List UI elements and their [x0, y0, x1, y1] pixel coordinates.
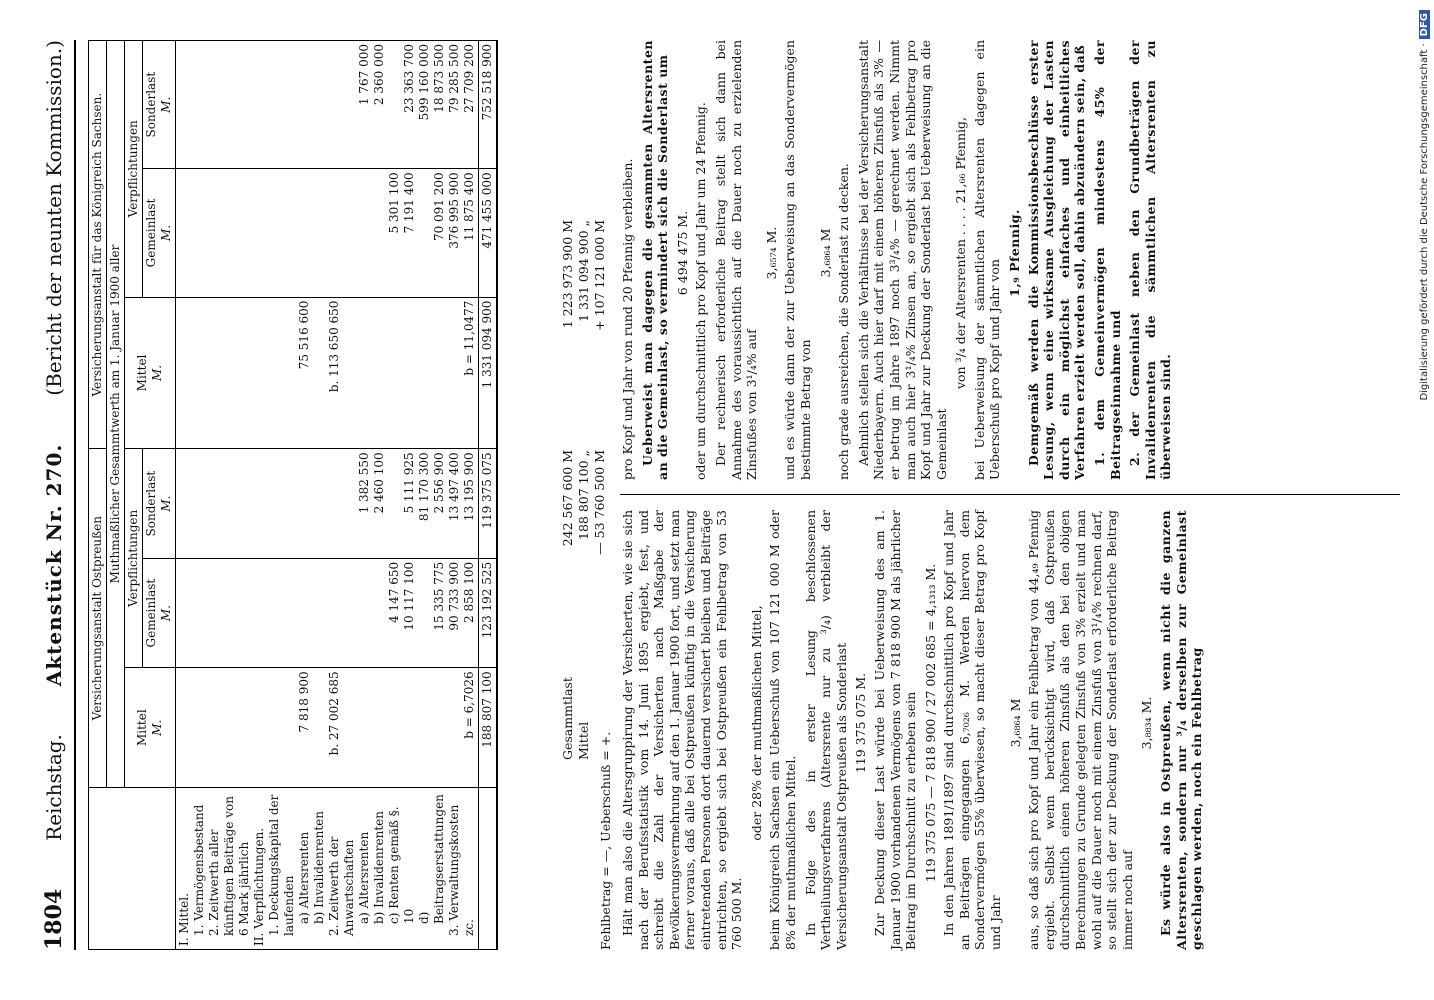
- dfg-badge: DFG: [1419, 10, 1430, 39]
- col-verpfl-sax: Verpflichtungen: [125, 41, 143, 298]
- sum-ost-gemein: 123 192 525: [479, 558, 498, 668]
- col-mittel-ost: Mittel M.: [125, 668, 176, 788]
- ost-mittel-cells: 7 818 900 b. 27 002 685 b = 6,7026: [176, 668, 479, 788]
- col-mittel-sax: Mittel M.: [125, 297, 176, 449]
- row-labels: I. Mittel. 1. Vermögensbestand 2. Zeitwerth aller künftigen Beiträge von 6 Mark jährlich II. Verpflichtungen. 1. Deckungskapital der laufenden a) Altersrenten b) Invalidenrenten 2. Zeitwerth der Anwartschaften a) Altersrenten b) Invalidenrenten c) Renten gemäß §. 10 d) Beitragserstattungen 3. Verwaltungskosten zc.: [176, 788, 479, 950]
- summary-sachsen: 1 223 973 900 M 1 331 094 900 „ + 107 121 000 M: [560, 220, 607, 331]
- comparison-table: [88, 40, 498, 950]
- summary-ostpreussen: Gesammtlast 242 567 600 M Mittel 188 807 100 „ — 53 760 500 M: [560, 450, 607, 760]
- ost-sonder-cells: 1 382 550 2 460 100 5 111 925 81 170 300 2 556 900 13 497 400 13 195 900: [176, 449, 479, 559]
- inst-sachsen: Versicherungsanstalt für das Königreich Sachsen.: [89, 41, 107, 449]
- sum-ost-mittel: 188 807 100: [479, 668, 498, 788]
- running-head: [34, 40, 76, 950]
- sum-sax-gemein: 471 455 000: [479, 169, 498, 297]
- table-legend: Fehlbetrag = —, Ueberschuß = +.: [598, 731, 613, 950]
- sum-row: [479, 41, 498, 950]
- sax-mittel-cells: 75 516 600 b. 113 650 650 b = 11,0477: [176, 297, 479, 449]
- table-body: [176, 41, 479, 950]
- left-column: Hält man also die Altersgruppirung der Versicherten, wie sie sich nach der Berufsstatistik vom 14. Juni 1895 ergiebt, fest, und schreibt die Zahl der Versicherten nach Maßgabe der Bevölkerungsvermehrung auf den 1. Januar 1900 fort, und setzt man ferner voraus, daß alle bei Ostpreußen künftig in die Versicherung eintretenden Personen dort dauernd versichert bleiben und Beiträge entrichten, so ergiebt sich bei Ostpreußen ein Fehlbetrag von 53 760 500 M. oder 28% der muthmaßlichen Mittel, beim Königreich Sachsen ein Ueberschuß von 107 121 000 M oder 8% der muthmaßlichen Mittel. In Folge des in erster Lesung beschlossenen Vertheilungsverfahrens (Altersrente nur zu ³/₄) verbleibt der Versicherungsanstalt Ostpreußen als Sonderlast 119 375 075 M. Zur Deckung dieser Last würde bei Ueberweisung des am 1. Januar 1900 vorhandenen Vermögens von 7 818 900 M als jährlicher Beitrag im Durchschnitt zu erheben sein 119 375 075 — 7 818 900 / 27 002 685 = 4,₁₃₁₃ M. In den Jahren 1891/1897 sind durchschnittlich pro Kopf und Jahr an Beiträgen eingegangen 6,₇₀₂₆ M. Werden hiervon dem Sondervermögen 55% überwiesen, so macht dieser Betrag pro Kopf und Jahr 3,₆₈₆₄ M aus, so daß sich pro Kopf und Jahr ein Fehlbetrag von 44,₄₉ Pfennig ergiebt. Selbst wenn berücksichtigt wird, daß Ostpreußen durchschnittlich einen höheren Zinsfuß als den bei den obigen Berechnungen zu Grunde gelegten Zinsfuß von 3% erzielt und man wohl auf die Dauer noch mit einem Zinsfuß von 3¹/₄% rechnen darf, so stellt sich der zur Deckung der Sonderlast erforderliche Beitrag immer noch auf 3,₈₈₃₄ M. Es würde also in Ostpreußen, wenn nicht die ganzen Altersrenten, sondern nur ³/₄ derselben zur Gemeinlast geschlagen werden, noch ein Fehlbetrag: [620, 510, 1205, 950]
- digitization-notice: [1416, 10, 1434, 990]
- col-sonder-sax: Sonderlast M.: [143, 41, 176, 169]
- page-number: 1804: [41, 888, 67, 950]
- col-sonder-ost: Sonderlast M.: [143, 449, 176, 559]
- header-title: Aktenstück Nr. 270.: [42, 443, 66, 687]
- ost-gemein-cells: 4 147 650 10 117 100 15 335 775 90 733 900 2 858 100: [176, 558, 479, 668]
- sum-label: [479, 788, 498, 950]
- row-label-header: [89, 788, 176, 950]
- header-left: Reichstag.: [42, 734, 66, 841]
- sax-sonder-cells: 1 767 000 2 360 000 23 363 700 599 160 000 18 873 500 79 285 500 27 709 200: [176, 41, 479, 169]
- sum-sax-mittel: 1 331 094 900: [479, 297, 498, 449]
- inst-ostpreussen: Versicherungsanstalt Ostpreußen: [89, 449, 107, 788]
- right-column: pro Kopf und Jahr von rund 20 Pfennig verbleiben. Ueberweist man dagegen die gesammten Altersrenten an die Gemeinlast, so vermindert sich die Sonderlast um 6 494 475 M. oder um durchschnittlich pro Kopf und Jahr um 24 Pfennig. Der rechnerisch erforderliche Beitrag stellt sich dann bei Annahme des voraussichtlich auf die Dauer noch zu erzielenden Zinsfußes von 3¹/₄% auf 3,₆₅₇₄ M. und es würde dann der zur Ueberweisung an das Sondervermögen bestimmte Betrag von 3,₆₈₆₄ M noch grade ausreichen, die Sonderlast zu decken. Aehnlich stellen sich die Verhältnisse bei der Versicherungsanstalt Niederbayern. Auch hier darf mit einem höheren Zinsfuß als 3% — er betrug im Jahre 1897 noch 3³/₄% — gerechnet werden. Nimmt man auch hier 3¹/₄% Zinsen an, so ergiebt sich als Fehlbetrag pro Kopf und Jahr zur Deckung der Sonderlast bei Ueberweisung an die Gemeinlast von ³/₄ der Altersrenten . . . . 21,₆₆ Pfennig, bei Ueberweisung der sämmtlichen Altersrenten dagegen ein Ueberschuß pro Kopf und Jahr von 1,₉ Pfennig. Demgemäß werden die Kommissionsbeschlüsse erster Lesung, wenn eine wirksame Ausgleichung der Lasten durch ein möglichst einfaches und einheitliches Verfahren erzielt werden soll, dahin abzuändern sein, daß 1. dem Gemeinvermögen mindestens 45% der Beitragseinnahme und 2. der Gemeinlast neben den Grundbeträgen der Invalidenrenten die sämmtlichen Altersrenten zu überweisen sind.: [620, 40, 1174, 480]
- sax-gemein-cells: 5 301 100 7 191 400 70 091 200 376 995 900 11 875 400: [176, 169, 479, 297]
- header-subtitle: (Bericht der neunten Kommission.): [42, 40, 66, 396]
- col-gemein-ost: Gemeinlast M.: [143, 558, 176, 668]
- text-columns: [620, 40, 1400, 950]
- group-header: Muthmaßlicher Gesammtwerth am 1. Januar 1900 aller: [107, 41, 125, 788]
- column-divider: [620, 495, 1400, 496]
- col-gemein-sax: Gemeinlast M.: [143, 169, 176, 297]
- digitization-text: Digitalisierung gefördert durch die Deutsche Forschungsgemeinschaft ·: [1419, 43, 1430, 401]
- sum-sax-sonder: 752 518 900: [479, 41, 498, 169]
- sum-ost-sonder: 119 375 075: [479, 449, 498, 559]
- col-verpfl-ost: Verpflichtungen: [125, 449, 143, 668]
